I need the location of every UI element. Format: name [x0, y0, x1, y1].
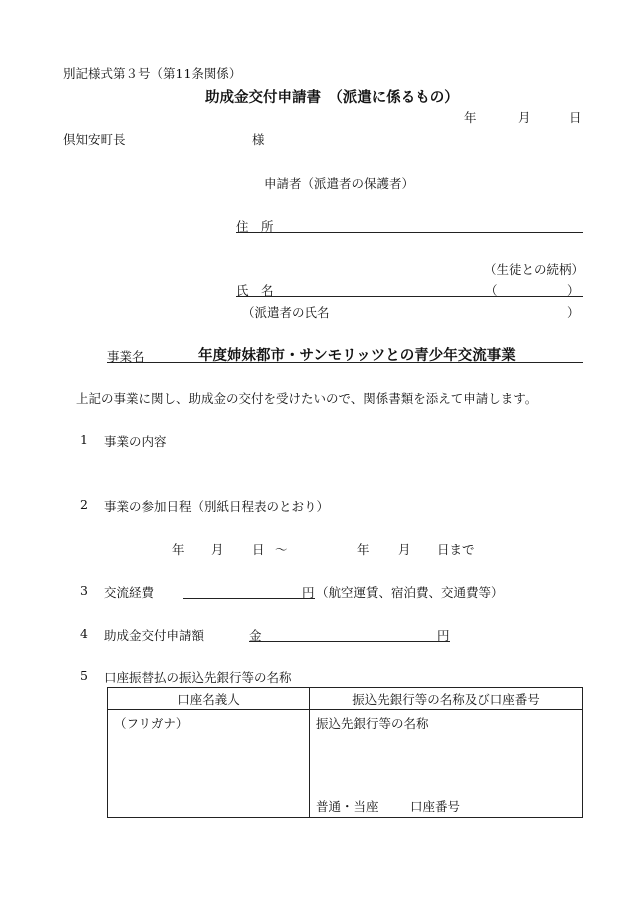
honorific: 様: [252, 132, 265, 147]
item-4-number: 4: [80, 626, 88, 641]
schedule-tilde: 〜: [275, 542, 288, 557]
item-4-label: 助成金交付申請額: [104, 628, 205, 643]
amount-field-line[interactable]: [249, 641, 450, 642]
applicant-heading: 申請者（派遣者の保護者）: [264, 176, 415, 191]
bank-table-body-row: [108, 710, 583, 818]
intro-statement: 上記の事業に関し、助成金の交付を受けたいので、関係書類を添えて申請します。: [76, 391, 538, 406]
account-type-label: 普通・当座: [316, 799, 379, 814]
addressee: 倶知安町長: [63, 132, 126, 147]
name-field-line[interactable]: [236, 296, 583, 297]
header-account-holder: 口座名義人: [108, 688, 310, 710]
schedule-to-year: 年: [357, 542, 370, 557]
amount-kin: 金: [249, 628, 262, 643]
dispatched-name-label: （派遣者の氏名: [242, 305, 330, 320]
item-1-label: 事業の内容: [104, 434, 167, 449]
event-label: 事業名: [107, 349, 145, 364]
date-year-label: 年: [464, 110, 477, 125]
header-bank-name-number: 振込先銀行等の名称及び口座番号: [310, 688, 583, 710]
bank-account-table: [107, 687, 583, 818]
item-5-label: 口座振替払の振込先銀行等の名称: [104, 670, 292, 685]
date-month-label: 月: [518, 110, 531, 125]
schedule-from-day: 日: [252, 542, 265, 557]
relation-open-paren: （: [485, 283, 498, 298]
event-name: 年度姉妹都市・サンモリッツとの青少年交流事業: [198, 347, 516, 364]
item-5-number: 5: [80, 668, 88, 683]
item-3-label: 交流経費: [104, 585, 155, 600]
item-2-label: 事業の参加日程（別紙日程表のとおり）: [104, 499, 330, 514]
schedule-from-month: 月: [211, 542, 224, 557]
bank-name-label: 振込先銀行等の名称: [316, 716, 429, 731]
expenses-note: （航空運賃、宿泊費、交通費等）: [316, 585, 504, 600]
relation-label: （生徒との続柄）: [484, 262, 585, 277]
expenses-yen: 円: [302, 585, 315, 600]
name-label: 氏 名: [236, 283, 274, 298]
address-field-line[interactable]: [236, 232, 583, 233]
schedule-from-year: 年: [172, 542, 185, 557]
amount-yen: 円: [437, 628, 450, 643]
bank-table-header-row: [108, 688, 583, 710]
relation-close-paren: ）: [567, 283, 580, 298]
expenses-amount-line[interactable]: [183, 598, 315, 599]
bank-details-cell[interactable]: [310, 710, 583, 818]
event-underline: [107, 362, 583, 363]
account-holder-cell[interactable]: [108, 710, 310, 818]
address-label: 住 所: [236, 219, 274, 234]
item-2-number: 2: [80, 497, 88, 512]
schedule-to-day: 日まで: [437, 542, 475, 557]
date-day-label: 日: [569, 110, 582, 125]
item-3-number: 3: [80, 583, 88, 598]
furigana-label: （フリガナ）: [114, 716, 189, 731]
item-1-number: 1: [80, 432, 88, 447]
form-reference: 別記様式第３号（第11条関係）: [63, 66, 242, 81]
account-number-label: 口座番号: [410, 799, 461, 814]
schedule-to-month: 月: [398, 542, 411, 557]
form-title: 助成金交付申請書 （派遣に係るもの）: [205, 89, 459, 106]
dispatched-name-close-paren: ）: [567, 305, 580, 320]
